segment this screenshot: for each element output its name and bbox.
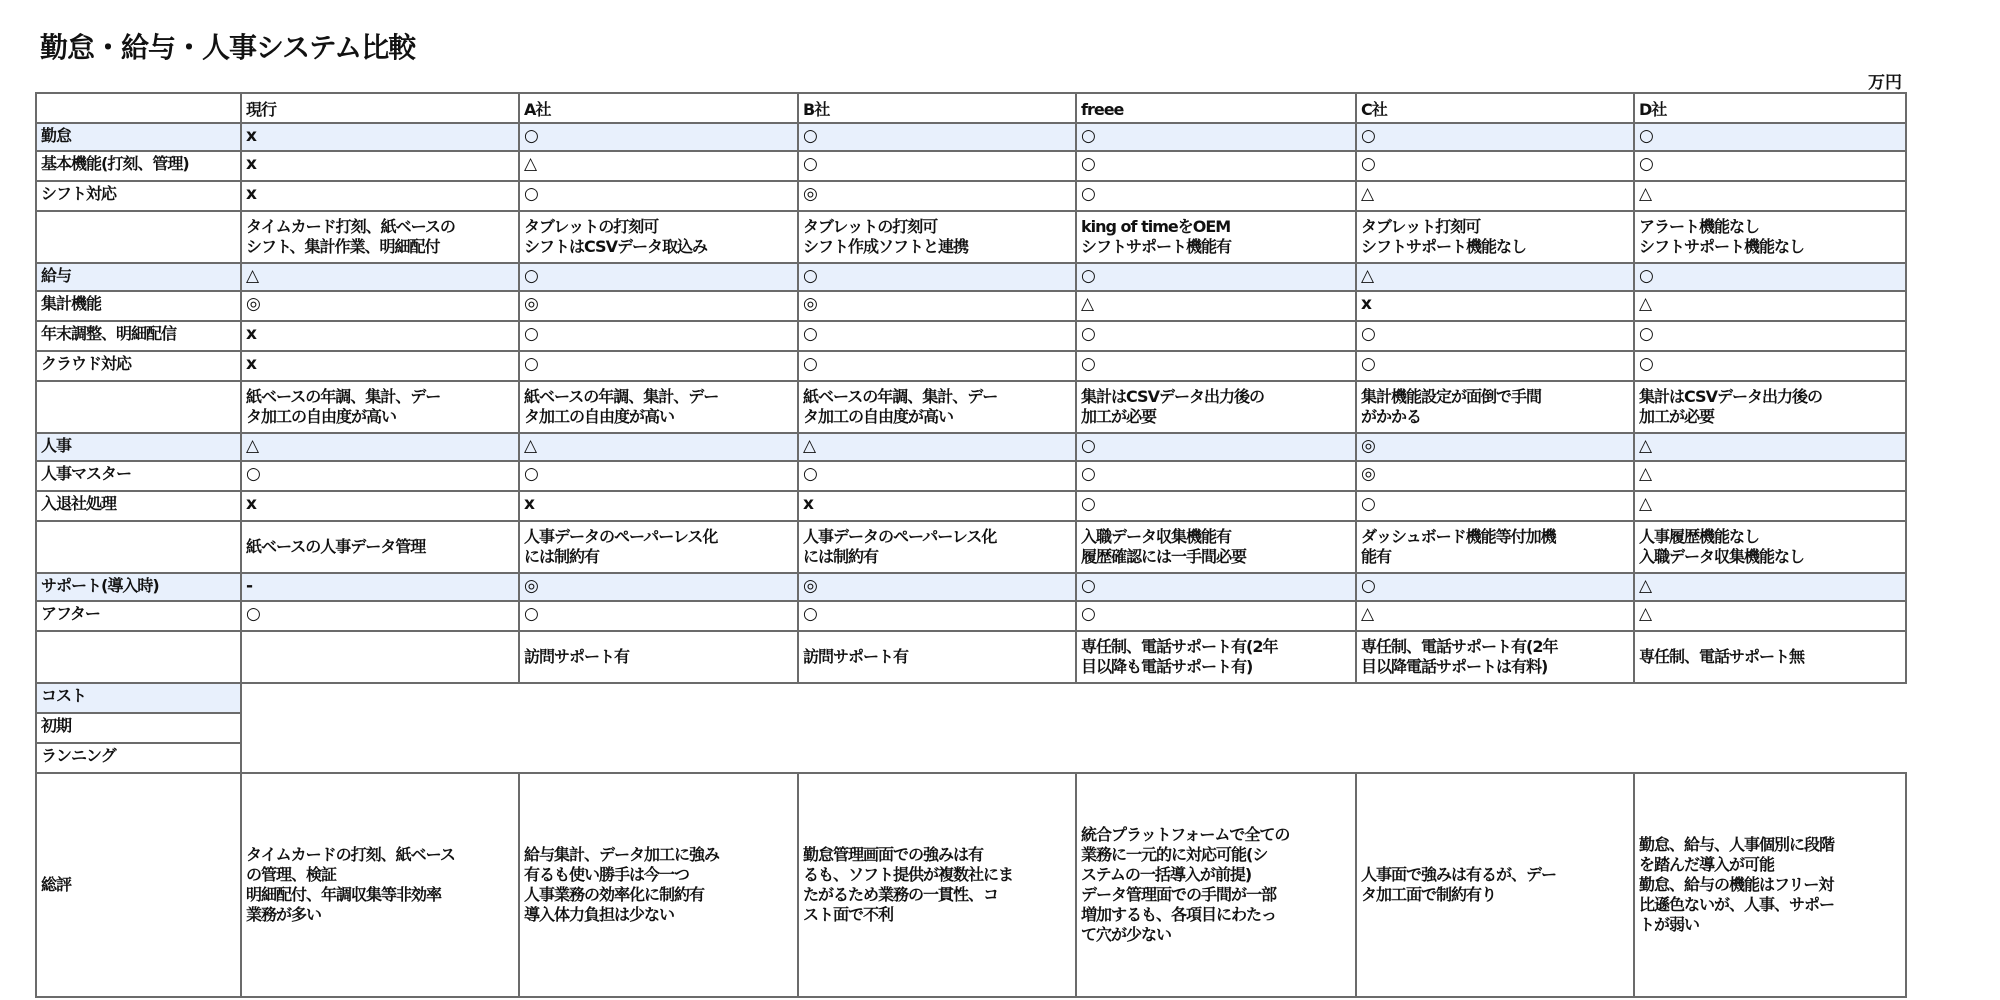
rating-cell: ○ [798, 351, 1076, 381]
rating-cell: △ [1634, 181, 1906, 211]
comment-cell: 紙ベースの年調、集計、デー タ加工の自由度が高い [241, 381, 519, 433]
table-row [36, 491, 1906, 521]
rating-cell: ○ [1076, 573, 1356, 601]
row-label: 基本機能(打刻、管理) [36, 151, 241, 181]
cost-row [36, 713, 1906, 743]
comment-cell: 紙ベースの年調、集計、デー タ加工の自由度が高い [519, 381, 798, 433]
rating-cell: △ [241, 433, 519, 461]
rating-cell: ○ [1076, 123, 1356, 151]
rating-cell: ○ [1076, 491, 1356, 521]
rating-cell: x [798, 491, 1076, 521]
rating-cell: ○ [1076, 151, 1356, 181]
rating-cell [1356, 743, 1634, 773]
rating-cell: ◎ [798, 291, 1076, 321]
rating-cell: - [241, 573, 519, 601]
cost-row [36, 743, 1906, 773]
rating-cell: ○ [798, 151, 1076, 181]
rating-cell: △ [1356, 263, 1634, 291]
table-row [36, 351, 1906, 381]
table-row [36, 321, 1906, 351]
rating-cell: ◎ [1356, 461, 1634, 491]
rating-cell [241, 631, 519, 683]
rating-cell [519, 743, 798, 773]
rating-cell: ○ [1076, 433, 1356, 461]
comment-cell: 専任制、電話サポート有(2年 目以降電話サポートは有料) [1356, 631, 1634, 683]
note-row [36, 381, 1906, 433]
rating-cell [241, 743, 519, 773]
page-title: 勤怠・給与・人事システム比較 [40, 31, 416, 64]
rating-cell: △ [1634, 491, 1906, 521]
rating-cell: △ [1356, 181, 1634, 211]
rating-cell: ○ [519, 601, 798, 631]
rating-cell: △ [1634, 433, 1906, 461]
unit-label: 万円 [1868, 73, 1902, 93]
rating-cell [798, 743, 1076, 773]
comment-cell: タブレット打刻可 シフトサポート機能なし [1356, 211, 1634, 263]
note-row [36, 631, 1906, 683]
rating-cell: △ [241, 263, 519, 291]
note-row [36, 521, 1906, 573]
comment-cell: 勤怠管理画面での強みは有 るも、ソフト提供が複数社にま たがるため業務の一貫性、コ スト面で不利 [798, 773, 1076, 997]
rating-cell [241, 683, 519, 713]
rating-cell: △ [1634, 573, 1906, 601]
comment-cell: タブレットの打刻可 シフトはCSVデータ取込み [519, 211, 798, 263]
comment-cell: 給与集計、データ加工に強み 有るも使い勝手は今一つ 人事業務の効率化に制約有 導入体力負担は少ない [519, 773, 798, 997]
rating-cell: x [1356, 291, 1634, 321]
rating-cell: △ [1076, 291, 1356, 321]
rating-cell: ◎ [798, 181, 1076, 211]
row-label: 初期 [36, 713, 241, 743]
comment-cell: 訪問サポート有 [519, 631, 798, 683]
row-label: 勤怠 [36, 123, 241, 151]
category-row [36, 263, 1906, 291]
row-label: 給与 [36, 263, 241, 291]
column-header: B社 [798, 93, 1076, 123]
category-row [36, 573, 1906, 601]
row-label: シフト対応 [36, 181, 241, 211]
comment-cell: 専任制、電話サポート無 [1634, 631, 1906, 683]
rating-cell: ○ [1356, 321, 1634, 351]
rating-cell: x [519, 491, 798, 521]
rating-cell: ○ [1356, 573, 1634, 601]
rating-cell: △ [1634, 461, 1906, 491]
rating-cell: ○ [1634, 321, 1906, 351]
comment-cell: 紙ベースの年調、集計、デー タ加工の自由度が高い [798, 381, 1076, 433]
row-label: 人事 [36, 433, 241, 461]
rating-cell: ○ [1634, 263, 1906, 291]
rating-cell: x [241, 151, 519, 181]
rating-cell: ○ [1076, 263, 1356, 291]
rating-cell: ○ [798, 321, 1076, 351]
row-label: 入退社処理 [36, 491, 241, 521]
comment-cell: 統合プラットフォームで全ての 業務に一元的に対応可能(シ ステムの一括導入が前提) データ管理面での手間が一部 増加するも、各項目にわたっ て穴が少ない [1076, 773, 1356, 997]
rating-cell: ○ [241, 601, 519, 631]
comment-cell: 集計はCSVデータ出力後の 加工が必要 [1634, 381, 1906, 433]
rating-cell: ○ [1076, 351, 1356, 381]
rating-cell: ◎ [798, 573, 1076, 601]
rating-cell: ○ [519, 263, 798, 291]
row-label: サポート(導入時) [36, 573, 241, 601]
comment-cell: 集計はCSVデータ出力後の 加工が必要 [1076, 381, 1356, 433]
rating-cell: ○ [798, 461, 1076, 491]
row-label [36, 381, 241, 433]
cost-row [36, 683, 1906, 713]
rating-cell: ○ [1356, 123, 1634, 151]
rating-cell: ○ [1076, 321, 1356, 351]
rating-cell [519, 683, 798, 713]
row-label: 人事マスター [36, 461, 241, 491]
rating-cell [1076, 683, 1356, 713]
row-label: ランニング [36, 743, 241, 773]
rating-cell [1076, 743, 1356, 773]
rating-cell: ○ [1076, 601, 1356, 631]
rating-cell: ○ [1634, 351, 1906, 381]
comment-cell: タイムカードの打刻、紙ベース の管理、検証 明細配付、年調収集等非効率 業務が多い [241, 773, 519, 997]
rating-cell: ○ [519, 461, 798, 491]
rating-cell: ○ [798, 123, 1076, 151]
row-label: 総評 [36, 773, 241, 997]
rating-cell: ○ [1356, 351, 1634, 381]
comparison-table [35, 92, 1907, 998]
summary-row [36, 773, 1906, 997]
row-label: 年末調整、明細配信 [36, 321, 241, 351]
rating-cell: ○ [1634, 151, 1906, 181]
rating-cell: ○ [1634, 123, 1906, 151]
note-row [36, 211, 1906, 263]
rating-cell: △ [1634, 291, 1906, 321]
comment-cell: アラート機能なし シフトサポート機能なし [1634, 211, 1906, 263]
comment-cell: 人事履歴機能なし 入職データ収集機能なし [1634, 521, 1906, 573]
row-label [36, 631, 241, 683]
rating-cell: ○ [1356, 151, 1634, 181]
rating-cell [1634, 743, 1906, 773]
comment-cell: 訪問サポート有 [798, 631, 1076, 683]
comment-cell: 入職データ収集機能有 履歴確認には一手間必要 [1076, 521, 1356, 573]
rating-cell: △ [519, 433, 798, 461]
rating-cell: ○ [241, 461, 519, 491]
column-header: 現行 [241, 93, 519, 123]
header-row [36, 93, 1906, 123]
rating-cell: ○ [798, 263, 1076, 291]
comment-cell: 紙ベースの人事データ管理 [241, 521, 519, 573]
rating-cell: ○ [1076, 461, 1356, 491]
comment-cell: タイムカード打刻、紙ベースの シフト、集計作業、明細配付 [241, 211, 519, 263]
rating-cell: ○ [519, 321, 798, 351]
category-row [36, 433, 1906, 461]
rating-cell: x [241, 181, 519, 211]
comment-cell: king of timeをOEM シフトサポート機能有 [1076, 211, 1356, 263]
comment-cell: 集計機能設定が面倒で手間 がかかる [1356, 381, 1634, 433]
column-header: D社 [1634, 93, 1906, 123]
header-corner-cell [36, 93, 241, 123]
row-label: クラウド対応 [36, 351, 241, 381]
row-label: 集計機能 [36, 291, 241, 321]
rating-cell: ○ [519, 123, 798, 151]
rating-cell: x [241, 351, 519, 381]
rating-cell [1356, 713, 1634, 743]
row-label [36, 211, 241, 263]
column-header: freee [1076, 93, 1356, 123]
table-row [36, 601, 1906, 631]
row-label [36, 521, 241, 573]
rating-cell: ◎ [241, 291, 519, 321]
rating-cell: x [241, 321, 519, 351]
comment-cell: 人事データのペーパーレス化 には制約有 [519, 521, 798, 573]
rating-cell [798, 683, 1076, 713]
table-row [36, 291, 1906, 321]
rating-cell: △ [519, 151, 798, 181]
comment-cell: 人事面で強みは有るが、デー タ加工面で制約有り [1356, 773, 1634, 997]
rating-cell: ◎ [1356, 433, 1634, 461]
rating-cell: △ [1356, 601, 1634, 631]
rating-cell: ○ [519, 181, 798, 211]
table-row [36, 461, 1906, 491]
rating-cell [1634, 683, 1906, 713]
row-label: アフター [36, 601, 241, 631]
rating-cell: △ [1634, 601, 1906, 631]
comment-cell: 人事データのペーパーレス化 には制約有 [798, 521, 1076, 573]
rating-cell: ○ [798, 601, 1076, 631]
comment-cell: 勤怠、給与、人事個別に段階 を踏んだ導入が可能 勤怠、給与の機能はフリー対 比遜色ないが、人事、サポー トが弱い [1634, 773, 1906, 997]
comment-cell: ダッシュボード機能等付加機 能有 [1356, 521, 1634, 573]
comment-cell: タブレットの打刻可 シフト作成ソフトと連携 [798, 211, 1076, 263]
column-header: A社 [519, 93, 798, 123]
row-label: コスト [36, 683, 241, 713]
rating-cell [798, 713, 1076, 743]
rating-cell [1076, 713, 1356, 743]
rating-cell: △ [798, 433, 1076, 461]
rating-cell: ○ [1356, 491, 1634, 521]
category-row [36, 123, 1906, 151]
rating-cell: ○ [519, 351, 798, 381]
rating-cell [1356, 683, 1634, 713]
rating-cell [241, 713, 519, 743]
rating-cell: ◎ [519, 291, 798, 321]
table-row [36, 181, 1906, 211]
column-header: C社 [1356, 93, 1634, 123]
comment-cell: 専任制、電話サポート有(2年 目以降も電話サポート有) [1076, 631, 1356, 683]
rating-cell [519, 713, 798, 743]
rating-cell [1634, 713, 1906, 743]
rating-cell: ◎ [519, 573, 798, 601]
rating-cell: x [241, 491, 519, 521]
rating-cell: x [241, 123, 519, 151]
rating-cell: ○ [1076, 181, 1356, 211]
table-row [36, 151, 1906, 181]
